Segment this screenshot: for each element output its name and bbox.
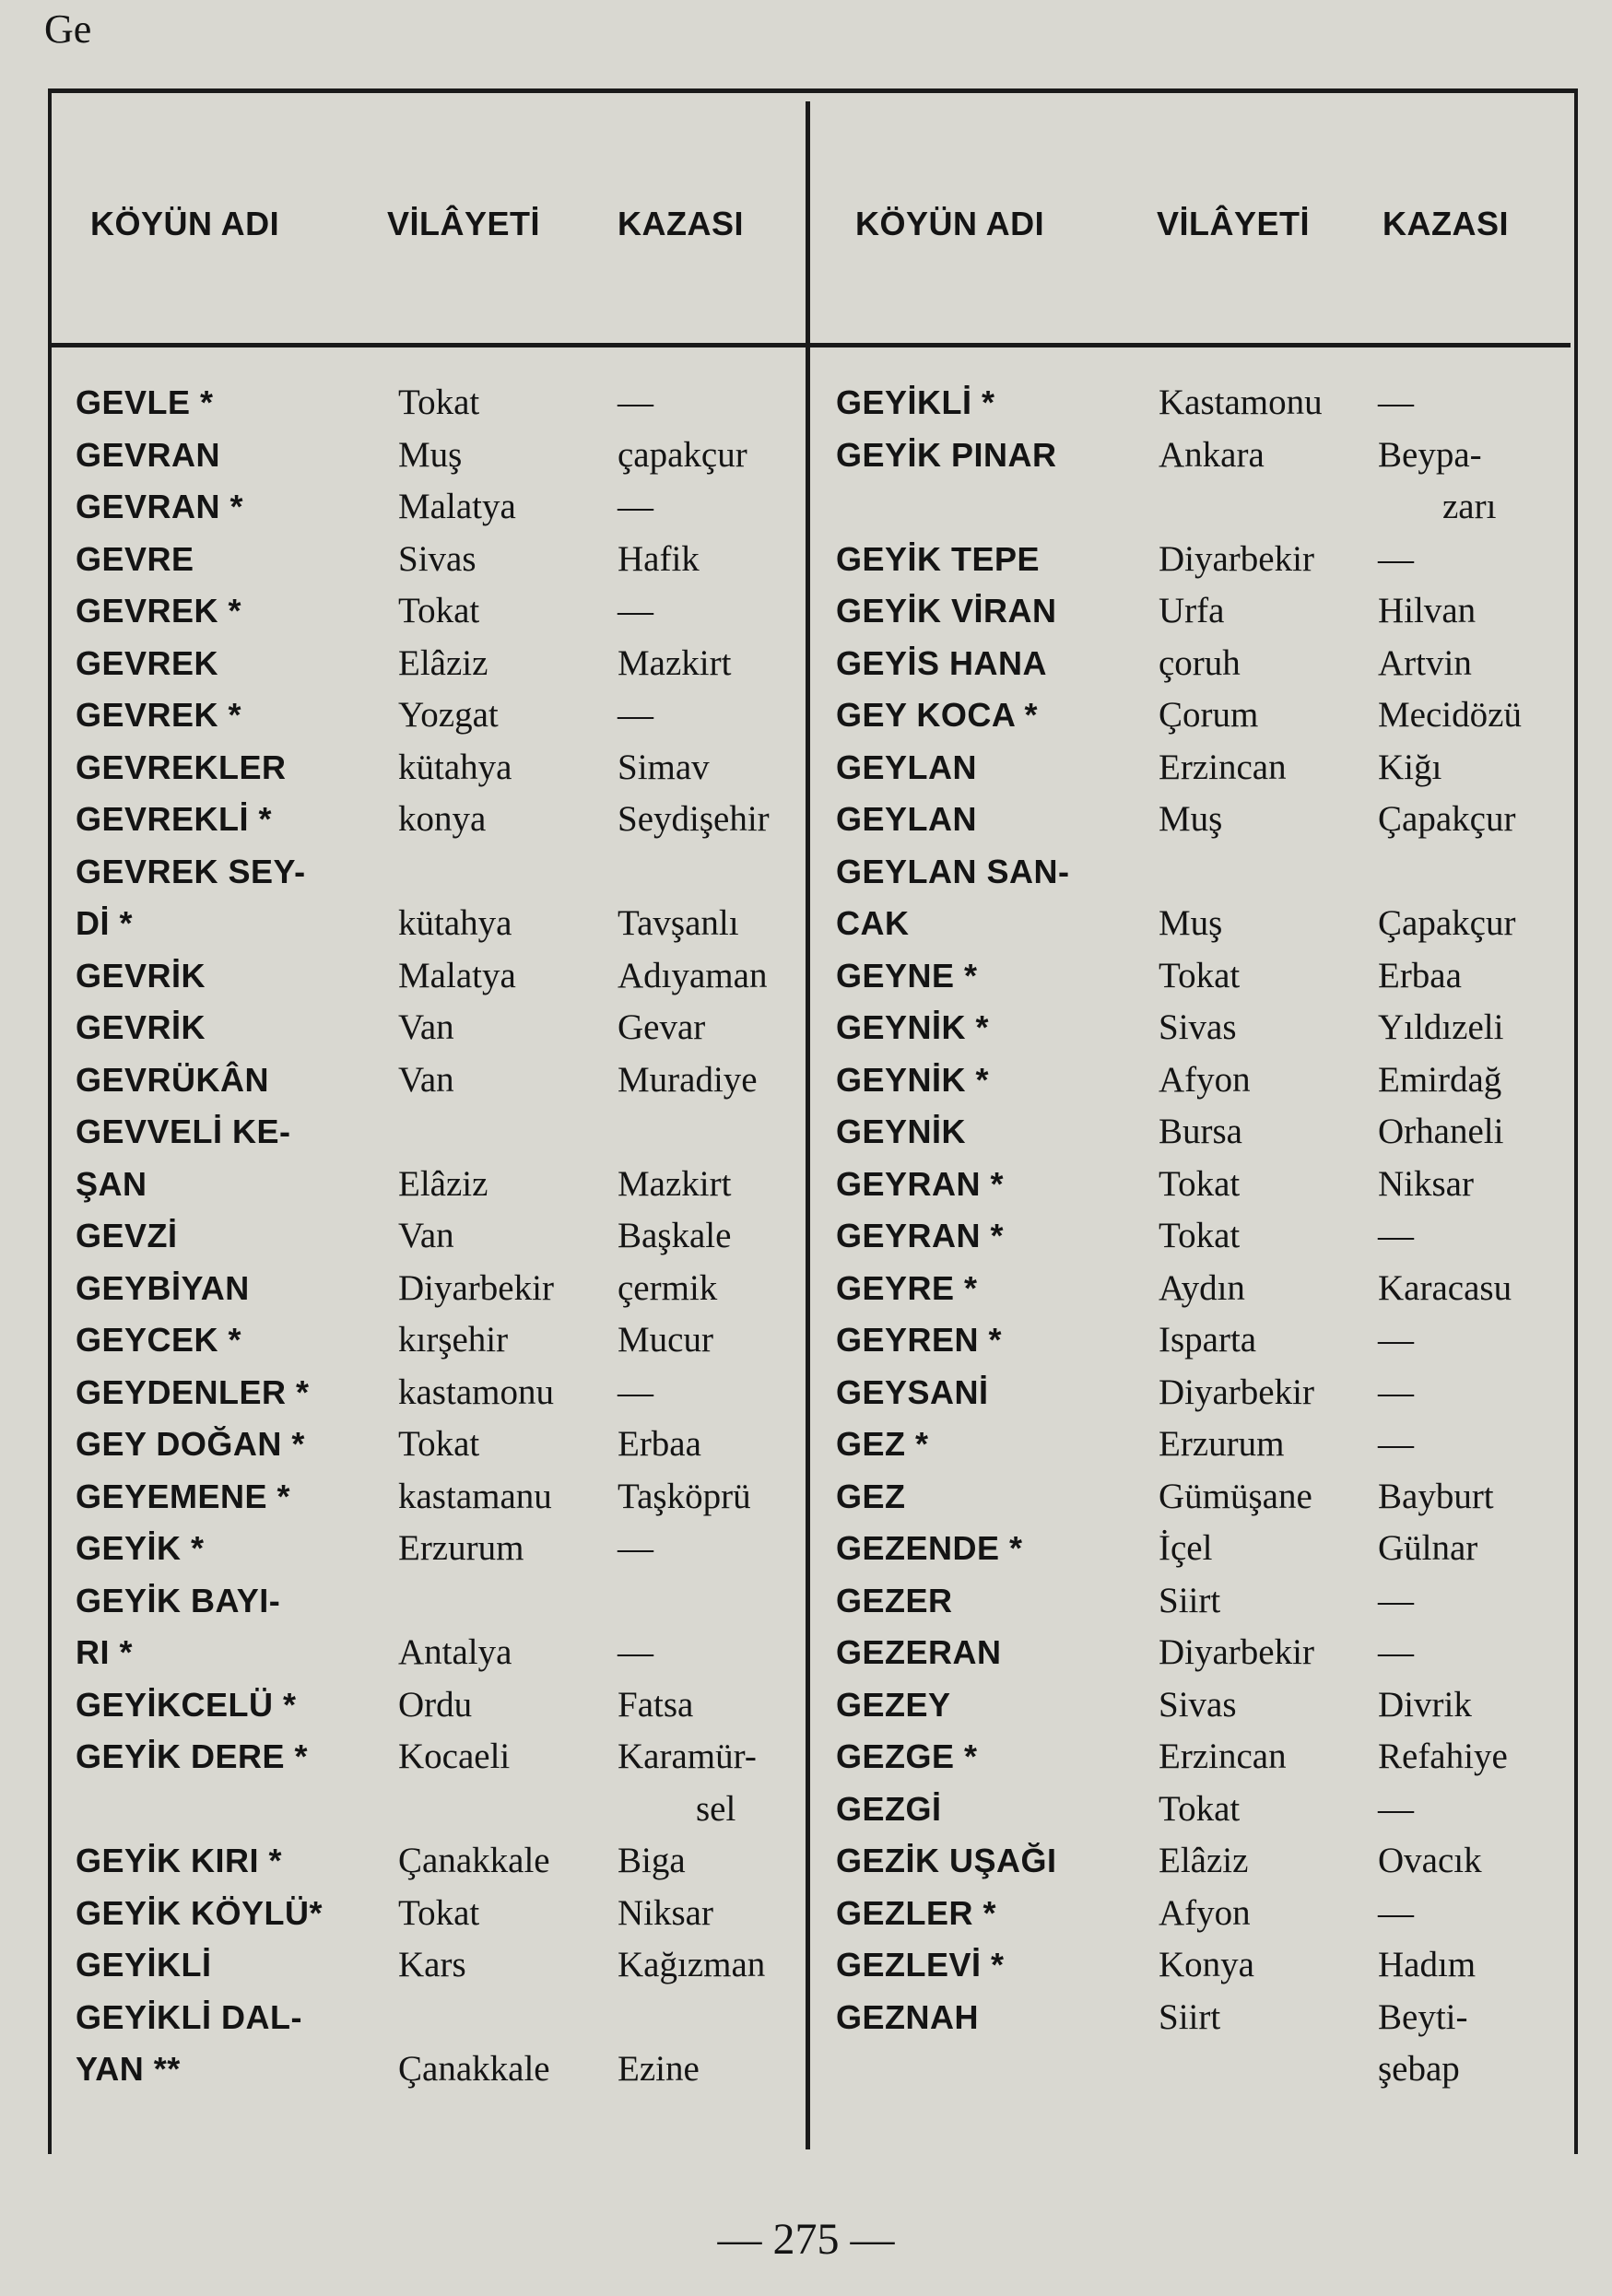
- village-name: GEZGE *: [836, 1737, 978, 1775]
- province: Elâziz: [398, 1163, 488, 1204]
- province: kastamonu: [398, 1372, 554, 1412]
- province: Afyon: [1159, 1059, 1251, 1100]
- province: Kocaeli: [398, 1737, 511, 1776]
- village-name: GEVRİK: [76, 956, 206, 995]
- province: Erzurum: [398, 1528, 524, 1568]
- district: —: [618, 1528, 653, 1568]
- village-name: CAK: [836, 904, 910, 942]
- province: Çanakkale: [398, 2049, 550, 2089]
- province: Van: [398, 1059, 454, 1100]
- district: Biga: [618, 1841, 686, 1880]
- province: kastamanu: [398, 1476, 552, 1516]
- province: Ankara: [1159, 434, 1265, 475]
- right-header-name: KÖYÜN ADI: [855, 205, 1045, 242]
- village-name: GEYSANİ: [836, 1372, 989, 1411]
- district: Niksar: [618, 1892, 713, 1933]
- district: Refahiye: [1378, 1737, 1508, 1776]
- district: Divrik: [1378, 1684, 1472, 1725]
- left-column: [74, 378, 793, 2129]
- province: Çanakkale: [398, 1841, 550, 1880]
- province: Tokat: [1159, 1163, 1241, 1204]
- district: sel: [696, 1788, 736, 1829]
- province: Ordu: [398, 1684, 473, 1725]
- province: Tokat: [1159, 955, 1241, 995]
- province: Diyarbekir: [1159, 1632, 1314, 1672]
- province: Siirt: [1159, 1996, 1221, 2037]
- village-name: GEZEY: [836, 1685, 951, 1724]
- district: Mazkirt: [618, 1163, 732, 1204]
- district: Adıyaman: [618, 955, 768, 995]
- right-header-kaza: KAZASI: [1383, 205, 1509, 242]
- village-name: GEYİK KÖYLÜ*: [76, 1893, 324, 1932]
- district: —: [1378, 1788, 1414, 1829]
- district: Ezine: [618, 2049, 700, 2089]
- village-name: GEYCEK *: [76, 1321, 242, 1359]
- district: Orhaneli: [1378, 1112, 1504, 1151]
- village-name: GEVREK: [76, 643, 219, 682]
- village-name: GEVRİK: [76, 1008, 206, 1046]
- district: —: [618, 695, 653, 735]
- village-name: GEVVELİ KE-: [76, 1113, 291, 1150]
- village-name: GEZ *: [836, 1425, 929, 1463]
- district: —: [1378, 1372, 1414, 1412]
- district: —: [1378, 1320, 1414, 1360]
- village-name: RI *: [76, 1633, 134, 1671]
- district: Başkale: [618, 1216, 732, 1255]
- province: Yozgat: [398, 695, 499, 735]
- district: Beypa-: [1378, 434, 1482, 475]
- province: Diyarbekir: [398, 1267, 554, 1308]
- district: Gevar: [618, 1007, 706, 1047]
- province: Aydın: [1159, 1267, 1245, 1308]
- village-name: GEYNİK: [836, 1113, 967, 1150]
- village-name: GEYİKLİ DAL-: [76, 1997, 302, 2036]
- province: Malatya: [398, 955, 516, 995]
- province: kütahya: [398, 747, 512, 787]
- village-name: ŞAN: [76, 1164, 147, 1203]
- district: Erbaa: [1378, 955, 1462, 995]
- village-name: GEYRE *: [836, 1268, 978, 1307]
- province: Afyon: [1159, 1892, 1251, 1933]
- province: çoruh: [1159, 642, 1241, 683]
- village-name: GEZENDE *: [836, 1529, 1023, 1567]
- district: Emirdağ: [1378, 1059, 1502, 1100]
- district: Niksar: [1378, 1163, 1474, 1204]
- province: Antalya: [398, 1632, 512, 1672]
- province: Isparta: [1159, 1320, 1257, 1360]
- province: Urfa: [1159, 591, 1225, 630]
- district: Kiğı: [1378, 747, 1442, 787]
- right-header-vilayet: VİLÂYETİ: [1157, 205, 1311, 242]
- district: Ovacık: [1378, 1841, 1482, 1880]
- district: —: [1378, 383, 1414, 422]
- district: —: [618, 487, 653, 526]
- village-name: GEVRAN *: [76, 488, 244, 525]
- village-name: GEYLAN: [836, 748, 978, 786]
- village-name: GEYİK VİRAN: [836, 592, 1057, 630]
- district: Mucur: [618, 1320, 713, 1360]
- village-name: GEVLE *: [76, 383, 214, 421]
- village-name: YAN **: [76, 2050, 181, 2088]
- district: —: [1378, 1892, 1414, 1933]
- district: çapakçur: [618, 434, 747, 475]
- district: —: [618, 591, 653, 630]
- village-name: GEYİK DERE *: [76, 1737, 309, 1775]
- province: Sivas: [398, 538, 477, 579]
- province: Erzincan: [1159, 1737, 1287, 1776]
- village-name: GEZGİ: [836, 1789, 942, 1828]
- village-name: GEYNİK *: [836, 1060, 990, 1099]
- province: Çorum: [1159, 695, 1259, 735]
- district: —: [1378, 1580, 1414, 1620]
- district: Gülnar: [1378, 1528, 1478, 1568]
- village-name: GEYRAN *: [836, 1217, 1005, 1254]
- province: Erzurum: [1159, 1424, 1285, 1464]
- district: —: [1378, 1632, 1414, 1672]
- village-name: GEYİK BAYI-: [76, 1581, 281, 1619]
- left-header-vilayet: VİLÂYETİ: [387, 205, 541, 242]
- district: Tavşanlı: [618, 903, 739, 943]
- village-name: GEVZİ: [76, 1217, 178, 1254]
- province: Siirt: [1159, 1580, 1221, 1620]
- district: Taşköprü: [618, 1476, 751, 1516]
- village-name: GEYRAN *: [836, 1164, 1005, 1203]
- page-tag: Ge: [44, 6, 92, 52]
- village-name: GEYİK *: [76, 1529, 205, 1567]
- district: —: [1378, 1424, 1414, 1464]
- village-name: GEYLAN SAN-: [836, 852, 1070, 890]
- village-name: Dİ *: [76, 904, 134, 942]
- province: Tokat: [398, 1892, 480, 1933]
- village-name: GEYİS HANA: [836, 643, 1048, 682]
- village-name: GEYİK TEPE: [836, 539, 1041, 578]
- village-name: GEYLAN: [836, 800, 978, 838]
- province: Malatya: [398, 487, 516, 526]
- village-name: GEZ: [836, 1477, 906, 1515]
- district: —: [1378, 538, 1414, 579]
- province: Kars: [398, 1945, 466, 1984]
- province: konya: [398, 799, 487, 839]
- district: Artvin: [1378, 642, 1472, 683]
- district: Bayburt: [1378, 1476, 1494, 1516]
- district: Yıldızeli: [1378, 1007, 1504, 1047]
- village-name: GEVREK *: [76, 696, 242, 734]
- province: Gümüşane: [1159, 1476, 1312, 1516]
- province: Muş: [398, 434, 463, 475]
- village-name: GEZNAH: [836, 1997, 979, 2036]
- village-name: GEVRAN: [76, 435, 221, 474]
- village-name: GEZLER *: [836, 1893, 997, 1932]
- village-name: GEZERAN: [836, 1633, 1002, 1671]
- province: Van: [398, 1007, 454, 1047]
- district: Simav: [618, 747, 710, 787]
- district: Hafik: [618, 538, 700, 579]
- province: Tokat: [398, 591, 480, 630]
- district: zarı: [1442, 487, 1497, 526]
- province: İçel: [1159, 1528, 1213, 1568]
- province: Van: [398, 1216, 454, 1255]
- right-column: [834, 378, 1553, 2129]
- page-number: — 275 —: [717, 2215, 895, 2264]
- village-name: GEYREN *: [836, 1321, 1003, 1359]
- province: Erzincan: [1159, 747, 1287, 787]
- province: Bursa: [1159, 1112, 1242, 1151]
- village-name: GEVREKLER: [76, 748, 287, 786]
- province: kütahya: [398, 903, 512, 943]
- village-name: GEVREK *: [76, 592, 242, 630]
- district: Erbaa: [618, 1424, 701, 1464]
- district: Mecidözü: [1378, 695, 1522, 735]
- district: şebap: [1378, 2049, 1460, 2089]
- province: Elâziz: [1159, 1841, 1249, 1880]
- village-name: GEYİKLİ *: [836, 383, 995, 421]
- district: —: [618, 383, 653, 422]
- left-header-name: KÖYÜN ADI: [90, 205, 280, 242]
- district: Seydişehir: [618, 799, 770, 839]
- province: Elâziz: [398, 642, 488, 683]
- village-name: GEVRÜKÂN: [76, 1060, 270, 1099]
- province: Sivas: [1159, 1007, 1237, 1047]
- province: Diyarbekir: [1159, 538, 1314, 579]
- district: Kağızman: [618, 1945, 766, 1984]
- column-divider: [806, 101, 810, 2149]
- district: çermik: [618, 1267, 718, 1308]
- district: Çapakçur: [1378, 799, 1516, 839]
- province: Tokat: [398, 383, 480, 422]
- district: —: [618, 1632, 653, 1672]
- district: Hilvan: [1378, 591, 1477, 630]
- district: Muradiye: [618, 1059, 758, 1100]
- district: Beyti-: [1378, 1996, 1468, 2037]
- village-name: GEYİK KIRI *: [76, 1842, 283, 1879]
- province: kırşehir: [398, 1320, 509, 1360]
- village-name: GEYİKCELÜ *: [76, 1685, 297, 1724]
- village-name: GEYDENLER *: [76, 1372, 310, 1411]
- village-name: GEVRE: [76, 539, 194, 578]
- district: Fatsa: [618, 1684, 694, 1725]
- province: Tokat: [1159, 1788, 1241, 1829]
- village-name: GEYİK PINAR: [836, 435, 1057, 474]
- village-name: GEVREKLİ *: [76, 800, 273, 838]
- village-name: GEY KOCA *: [836, 696, 1039, 734]
- province: Sivas: [1159, 1684, 1237, 1725]
- village-name: GEYİKLİ: [76, 1946, 212, 1984]
- province: Konya: [1159, 1945, 1254, 1984]
- province: Diyarbekir: [1159, 1372, 1314, 1412]
- district: Karacasu: [1378, 1267, 1512, 1308]
- province: Tokat: [398, 1424, 480, 1464]
- province: Tokat: [1159, 1216, 1241, 1255]
- district: —: [1378, 1216, 1414, 1255]
- district: Çapakçur: [1378, 903, 1516, 943]
- district: Hadım: [1378, 1945, 1477, 1984]
- village-name: GEY DOĞAN *: [76, 1425, 305, 1463]
- village-name: GEYBİYAN: [76, 1268, 250, 1307]
- village-name: GEZLEVİ *: [836, 1946, 1005, 1984]
- province: Muş: [1159, 799, 1223, 839]
- village-name: GEVREK SEY-: [76, 852, 306, 890]
- left-header-kaza: KAZASI: [618, 205, 744, 242]
- district: —: [618, 1372, 653, 1412]
- province: Kastamonu: [1159, 383, 1323, 422]
- village-name: GEYNİK *: [836, 1008, 990, 1046]
- province: Muş: [1159, 903, 1223, 943]
- village-name: GEZİK UŞAĞI: [836, 1842, 1057, 1879]
- village-name: GEZER: [836, 1581, 953, 1619]
- district: Karamür-: [618, 1737, 757, 1776]
- village-name: GEYNE *: [836, 956, 978, 995]
- village-name: GEYEMENE *: [76, 1477, 291, 1515]
- district: Mazkirt: [618, 642, 732, 683]
